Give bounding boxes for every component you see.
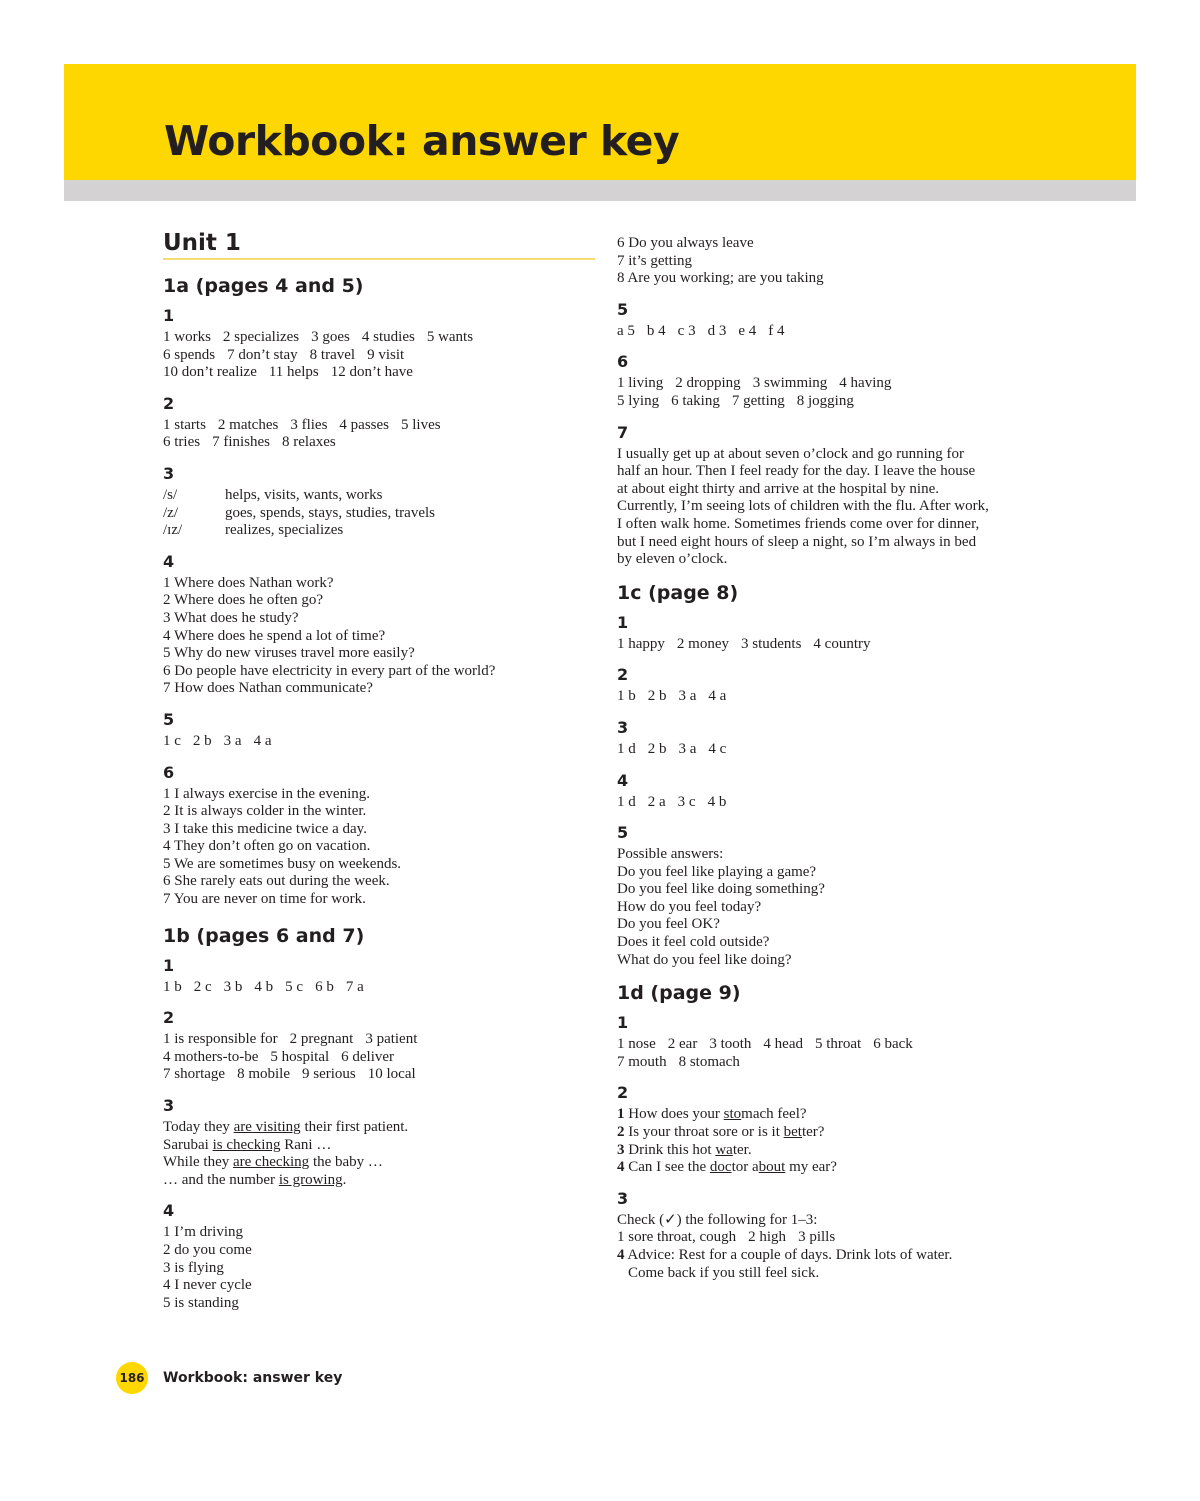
answer: 3 tooth [709, 1036, 752, 1053]
exercise-number: 2 [163, 1008, 175, 1028]
answer: 2 matches [217, 416, 279, 433]
answer-line [617, 1159, 1057, 1177]
exercise-number: 4 [163, 551, 175, 571]
answer: 11 helps [268, 364, 319, 381]
answer-line: Do you feel like doing something? [617, 881, 825, 898]
answer-line [163, 1066, 595, 1084]
exercise-1a-4 [163, 551, 595, 698]
answer: 2 b [192, 732, 212, 749]
exercise-1b-6 [617, 351, 1057, 410]
answer-line: 4 I never cycle [163, 1277, 252, 1294]
exercise-number: 7 [617, 422, 629, 442]
answer-line: 7 it’s getting [617, 252, 692, 269]
exercise-number: 3 [163, 1096, 175, 1116]
underlined-verb: are visiting [233, 1119, 301, 1136]
answer: 4 b [707, 793, 727, 810]
exercise-1a-6 [163, 762, 595, 909]
answer-line: What do you feel like doing? [617, 951, 792, 968]
answer: 7 finishes [212, 434, 270, 451]
answer: 3 students [741, 635, 802, 652]
answer-line: How do you feel today? [617, 898, 762, 915]
text: Drink this hot [624, 1141, 716, 1158]
answer: 1 d [617, 740, 636, 757]
text: Can I see the [624, 1159, 710, 1176]
answer-line: Does it feel cold outside? [617, 934, 770, 951]
exercise-number: 6 [617, 352, 629, 372]
answer-line [617, 375, 1057, 393]
exercise-1b-7 [617, 422, 1057, 569]
answer-line [163, 979, 595, 997]
answer-line: 6 Do people have electricity in every part of the world? [163, 662, 496, 679]
answer: 4 b [254, 978, 274, 995]
answer-line: I often walk home. Sometimes friends come over for dinner, [617, 515, 980, 532]
exercise-number: 4 [163, 1201, 175, 1221]
answer: 2 money [676, 635, 729, 652]
answer: 2 specializes [222, 329, 300, 345]
answer-line: 2 do you come [163, 1242, 252, 1258]
answer-line: I usually get up at about seven o’clock and go running for [617, 445, 964, 462]
exercise-1b-1 [163, 955, 595, 997]
page-number: 186 [116, 1362, 148, 1394]
answer: 5 lives [400, 416, 441, 433]
answer: 4 country [813, 635, 871, 652]
answer: 1 d [617, 793, 636, 810]
answer: 7 shortage [163, 1066, 226, 1083]
answer: 4 a [253, 732, 272, 749]
answer: 4 having [839, 375, 892, 392]
unit-title: Unit 1 [163, 228, 595, 260]
answer-line [617, 1142, 1057, 1160]
exercise-number: 3 [163, 463, 175, 483]
header-strip [64, 180, 1136, 201]
answer: 8 travel [309, 346, 356, 363]
answer: 7 a [345, 978, 364, 995]
answer: 3 pills [798, 1229, 836, 1246]
exercise-1c-1 [617, 612, 1057, 654]
answer: 1 starts [163, 416, 206, 433]
exercise-1b-3 [163, 1095, 595, 1189]
answer: e 4 [738, 322, 757, 339]
answer: 8 mobile [237, 1066, 290, 1083]
answer-line [163, 364, 595, 382]
answer: 1 is responsible for [163, 1031, 278, 1048]
answer-line [617, 1229, 1057, 1247]
right-column [617, 235, 1057, 1293]
answer: 8 jogging [796, 392, 854, 409]
answer-line: 6 Do you always leave [617, 235, 754, 251]
text: While they [163, 1154, 233, 1171]
answer-line: 3 What does he study? [163, 609, 299, 626]
answer: 1 happy [617, 635, 665, 652]
answer-line [617, 1036, 1057, 1054]
answer-line [163, 1049, 595, 1067]
text: Rani … [280, 1136, 332, 1153]
exercise-1d-2 [617, 1082, 1057, 1176]
exercise-number: 2 [163, 393, 175, 413]
answer: 3 a [223, 732, 242, 749]
answer-line [163, 1154, 595, 1172]
answer-line: 3 I take this medicine twice a day. [163, 820, 367, 837]
exercise-1a-3 [163, 463, 595, 540]
answer-line: Check (✓) the following for 1–3: [617, 1211, 818, 1228]
answer: 6 spends [163, 346, 216, 363]
answer-line [163, 1172, 595, 1190]
answer-line: 4 Where does he spend a lot of time? [163, 627, 386, 644]
exercise-1a-2 [163, 393, 595, 452]
answer: 6 tries [163, 434, 201, 451]
answer-line [163, 1137, 595, 1155]
text: ter. [732, 1141, 752, 1158]
answer-line: 7 You are never on time for work. [163, 891, 366, 908]
answer: 6 taking [671, 392, 720, 409]
item-number: 1 [617, 1106, 625, 1123]
answer: 2 ear [667, 1036, 698, 1053]
answer: 2 dropping [675, 375, 741, 392]
exercise-1b-5 [617, 299, 1057, 341]
answer-line [163, 1031, 595, 1049]
answer-line [163, 1119, 595, 1137]
answer: 2 pregnant [289, 1031, 354, 1048]
answer: 5 hospital [270, 1048, 330, 1065]
answer: a 5 [617, 322, 635, 339]
text: ter? [801, 1124, 825, 1141]
answer-line: Do you feel like playing a game? [617, 863, 817, 880]
answer: 4 passes [339, 416, 389, 433]
answer: f 4 [768, 322, 785, 339]
exercise-1c-2 [617, 664, 1057, 706]
phonetic-row [163, 505, 595, 523]
answer: 5 throat [814, 1036, 862, 1053]
answer: 6 back [873, 1036, 913, 1053]
answer-line: 8 Are you working; are you taking [617, 270, 824, 287]
stressed-syllable: sto [723, 1106, 742, 1123]
phonetic-symbol: /ɪz/ [163, 522, 183, 539]
section-title-1b: 1b (pages 6 and 7) [163, 924, 365, 947]
answer-line: 1 I always exercise in the evening. [163, 785, 371, 802]
footer-label: Workbook: answer key [163, 1370, 343, 1386]
answer-line [617, 794, 1057, 812]
answer-line: by eleven o’clock. [617, 551, 728, 568]
answer-line: 1 I’m driving [163, 1224, 243, 1241]
phonetic-symbol: /s/ [163, 486, 178, 503]
answer: 4 mothers-to-be [163, 1048, 259, 1065]
answer: 3 goes [311, 329, 350, 345]
section-title-1c: 1c (page 8) [617, 581, 739, 604]
answer-line: 5 Why do new viruses travel more easily? [163, 645, 415, 662]
exercise-number: 5 [617, 299, 629, 319]
answer: 2 b [647, 688, 667, 705]
text: my ear? [785, 1159, 837, 1176]
answer-line [163, 347, 595, 365]
answer: 4 studies [361, 329, 415, 345]
phonetic-symbol: /z/ [163, 504, 178, 521]
answer: 9 visit [367, 346, 405, 363]
exercise-number: 1 [617, 612, 629, 632]
answer: 4 c [708, 740, 727, 757]
answer-line: 5 is standing [163, 1294, 239, 1311]
answer: 7 don’t stay [227, 346, 298, 363]
phonetic-words: goes, spends, stays, studies, travels [225, 504, 435, 521]
answer-line: 3 is flying [163, 1259, 224, 1276]
exercise-number: 2 [617, 665, 629, 685]
exercise-number: 3 [617, 717, 629, 737]
answer: 2 b [647, 740, 667, 757]
answer: 6 b [315, 978, 334, 995]
answer: b 4 [646, 322, 666, 339]
answer: 1 works [163, 329, 211, 345]
answer: 10 local [367, 1066, 416, 1083]
answer: 4 a [708, 688, 727, 705]
answer: 1 b [163, 978, 182, 995]
underlined-verb: are checking [232, 1154, 310, 1171]
answer: 3 a [678, 740, 697, 757]
answer: c 3 [677, 322, 696, 339]
phonetic-words: realizes, specializes [225, 522, 344, 539]
exercise-1b-4-continued [617, 235, 1057, 288]
exercise-1c-5 [617, 822, 1057, 969]
item-number: 4 [617, 1159, 625, 1176]
answer: 1 c [163, 732, 181, 749]
exercise-1a-5 [163, 709, 595, 751]
answer-line: 1 Where does Nathan work? [163, 574, 334, 591]
answer: 7 getting [731, 392, 785, 409]
answer: 4 head [763, 1036, 803, 1053]
answer-line [617, 1106, 1057, 1124]
exercise-number: 4 [617, 770, 629, 790]
answer-line [617, 1247, 1057, 1265]
answer: 3 flies [290, 416, 328, 433]
exercise-1d-1 [617, 1012, 1057, 1071]
text: Today they [163, 1119, 234, 1136]
exercise-1b-2 [163, 1007, 595, 1084]
stressed-syllable: bet [783, 1124, 802, 1141]
page-title: Workbook: answer key [164, 117, 680, 165]
answer-line [163, 417, 595, 435]
answer: 3 b [223, 978, 243, 995]
answer: 3 c [677, 793, 696, 810]
answer: 1 b [617, 688, 636, 705]
answer-line: Currently, I’m seeing lots of children with the flu. After work, [617, 498, 989, 515]
text: … and the number [163, 1171, 279, 1188]
text: Advice: Rest for a couple of days. Drink lots of water. [624, 1247, 953, 1263]
underlined-verb: is growing [278, 1171, 343, 1188]
exercise-1c-4 [617, 770, 1057, 812]
answer: 5 lying [617, 392, 660, 409]
exercise-number: 3 [617, 1188, 629, 1208]
text: the baby … [309, 1154, 383, 1171]
answer-line: 6 She rarely eats out during the week. [163, 873, 390, 890]
exercise-number: 1 [163, 955, 175, 975]
text: Is your throat sore or is it [624, 1124, 784, 1141]
stressed-syllable: wa [715, 1141, 733, 1158]
answer-line: 2 It is always colder in the winter. [163, 803, 367, 820]
answer-line [163, 434, 595, 452]
exercise-1c-3 [617, 717, 1057, 759]
exercise-number: 6 [163, 762, 175, 782]
item-number: 3 [617, 1141, 625, 1158]
answer-line: 4 They don’t often go on vacation. [163, 838, 371, 855]
phonetic-words: helps, visits, wants, works [225, 486, 383, 503]
answer: 12 don’t have [330, 364, 413, 381]
stressed-syllable: bout [758, 1159, 786, 1176]
answer-line: Do you feel OK? [617, 916, 720, 933]
answer-line [617, 741, 1057, 759]
section-title-1d: 1d (page 9) [617, 982, 741, 1005]
text: tor a [731, 1159, 759, 1176]
exercise-1d-3 [617, 1188, 1057, 1282]
answer-line [617, 636, 1057, 654]
answer-line [163, 733, 595, 751]
header-banner [64, 64, 1136, 180]
answer-line [163, 329, 595, 347]
phonetic-row [163, 522, 595, 540]
answer-line [617, 1124, 1057, 1142]
answer: 3 a [678, 688, 697, 705]
answer: 1 nose [617, 1036, 656, 1053]
answer-line: 2 Where does he often go? [163, 592, 324, 609]
answer: 2 a [647, 793, 666, 810]
answer-line [617, 1054, 1057, 1072]
answer: 8 relaxes [282, 434, 336, 451]
answer: 9 serious [302, 1066, 356, 1083]
answer-line [617, 393, 1057, 411]
answer: 2 high [748, 1229, 787, 1246]
answer: d 3 [707, 322, 727, 339]
answer-line [617, 688, 1057, 706]
exercise-1b-4 [163, 1200, 595, 1312]
text: mach feel? [741, 1106, 807, 1123]
answer: 5 wants [426, 329, 474, 345]
answer: 1 living [617, 375, 664, 392]
answer: 5 c [285, 978, 304, 995]
answer: 10 don’t realize [163, 364, 257, 381]
stressed-syllable: doc [709, 1159, 732, 1176]
answer-line: at about eight thirty and arrive at the hospital by nine. [617, 480, 939, 497]
underlined-verb: is checking [212, 1136, 281, 1153]
text: their first patient. [300, 1119, 409, 1136]
answer-line: Possible answers: [617, 846, 724, 863]
exercise-number: 2 [617, 1083, 629, 1103]
answer: 3 patient [365, 1031, 418, 1048]
answer-line: 5 We are sometimes busy on weekends. [163, 855, 402, 872]
answer: 7 mouth [617, 1053, 667, 1070]
item-number: 2 [617, 1124, 625, 1141]
exercise-number: 5 [163, 709, 175, 729]
answer-line [617, 323, 1057, 341]
exercise-number: 5 [617, 823, 629, 843]
text: Sarubai [163, 1136, 213, 1153]
exercise-number: 1 [163, 306, 175, 325]
answer: 2 c [193, 978, 212, 995]
answer-line: but I need eight hours of sleep a night, so I’m always in bed [617, 533, 977, 550]
answer: 8 stomach [678, 1053, 740, 1070]
answer: 1 sore throat, cough [617, 1229, 737, 1246]
item-number: 4 [617, 1247, 625, 1263]
left-column [163, 228, 595, 1323]
section-title-1a: 1a (pages 4 and 5) [163, 275, 364, 297]
answer-line: 7 How does Nathan communicate? [163, 680, 373, 697]
text: How does your [624, 1106, 724, 1123]
answer: 6 deliver [341, 1048, 395, 1065]
phonetic-row [163, 487, 595, 505]
text: . [342, 1171, 347, 1188]
answer-line: Come back if you still feel sick. [628, 1264, 820, 1281]
exercise-number: 1 [617, 1013, 629, 1033]
answer-line: half an hour. Then I feel ready for the day. I leave the house [617, 463, 976, 480]
answer: 3 swimming [752, 375, 828, 392]
exercise-1a-1 [163, 305, 595, 382]
